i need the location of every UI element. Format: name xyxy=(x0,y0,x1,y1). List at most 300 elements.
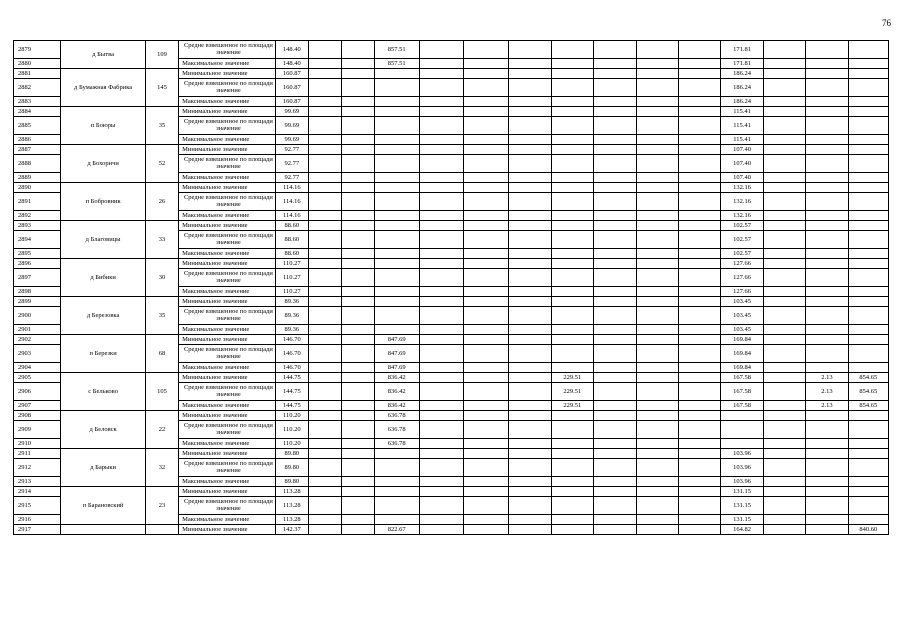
value-cell: 88.60 xyxy=(275,249,308,259)
value-cell xyxy=(636,383,678,401)
value-cell xyxy=(308,459,341,477)
value-cell xyxy=(341,297,374,307)
value-cell xyxy=(806,59,848,69)
value-cell xyxy=(636,211,678,221)
value-cell xyxy=(636,69,678,79)
table-row xyxy=(14,145,889,155)
row-number: 2900 xyxy=(14,307,61,325)
value-cell xyxy=(806,135,848,145)
value-cell xyxy=(308,269,341,287)
value-cell xyxy=(551,525,593,535)
value-cell: 92.77 xyxy=(275,145,308,155)
value-cell xyxy=(509,269,551,287)
value-cell xyxy=(594,297,636,307)
value-cell xyxy=(848,117,888,135)
value-cell xyxy=(594,193,636,211)
value-cell xyxy=(308,373,341,383)
value-cell xyxy=(464,411,509,421)
value-cell xyxy=(806,79,848,97)
value-cell xyxy=(806,173,848,183)
value-cell xyxy=(678,487,720,497)
value-cell xyxy=(464,383,509,401)
value-cell xyxy=(848,173,888,183)
value-cell xyxy=(763,79,805,97)
value-cell xyxy=(848,97,888,107)
value-cell xyxy=(509,97,551,107)
value-cell: 115.41 xyxy=(721,135,763,145)
value-cell xyxy=(594,231,636,249)
value-cell: 110.27 xyxy=(275,287,308,297)
value-cell xyxy=(341,373,374,383)
value-cell xyxy=(806,117,848,135)
value-cell xyxy=(848,307,888,325)
value-cell xyxy=(636,193,678,211)
value-cell: 89.80 xyxy=(275,477,308,487)
value-cell xyxy=(636,497,678,515)
value-cell: 114.16 xyxy=(275,211,308,221)
value-cell xyxy=(341,401,374,411)
value-cell xyxy=(341,59,374,69)
value-cell: 88.60 xyxy=(275,231,308,249)
value-cell: 103.45 xyxy=(721,307,763,325)
value-cell: 99.69 xyxy=(275,135,308,145)
value-cell: 2.13 xyxy=(806,383,848,401)
value-cell xyxy=(509,287,551,297)
value-cell xyxy=(763,449,805,459)
value-cell xyxy=(308,249,341,259)
table-row xyxy=(14,41,889,59)
value-type-label: Средне взвешенное по площади значение xyxy=(179,269,276,287)
value-cell xyxy=(594,79,636,97)
value-cell xyxy=(678,269,720,287)
value-cell: 113.28 xyxy=(275,497,308,515)
value-cell xyxy=(848,287,888,297)
value-cell xyxy=(509,449,551,459)
value-cell xyxy=(341,421,374,439)
value-cell xyxy=(341,249,374,259)
value-cell xyxy=(341,497,374,515)
value-cell xyxy=(464,173,509,183)
value-cell xyxy=(419,515,464,525)
value-cell xyxy=(374,107,419,117)
row-number: 2902 xyxy=(14,335,61,345)
value-cell xyxy=(419,497,464,515)
value-cell: 114.16 xyxy=(275,183,308,193)
value-cell: 169.84 xyxy=(721,335,763,345)
value-cell xyxy=(464,155,509,173)
row-number: 2890 xyxy=(14,183,61,193)
value-type-label: Максимальное значение xyxy=(179,135,276,145)
value-type-label: Средне взвешенное по площади значение xyxy=(179,41,276,59)
value-cell xyxy=(594,449,636,459)
value-type-label: Минимальное значение xyxy=(179,411,276,421)
value-cell xyxy=(594,525,636,535)
value-cell xyxy=(341,183,374,193)
value-cell xyxy=(551,249,593,259)
value-cell xyxy=(763,183,805,193)
value-cell xyxy=(806,69,848,79)
value-cell xyxy=(806,107,848,117)
value-cell xyxy=(636,145,678,155)
value-cell: 99.69 xyxy=(275,117,308,135)
settlement-name: п Боюры xyxy=(61,107,146,145)
value-cell: 854.65 xyxy=(848,383,888,401)
value-cell xyxy=(308,79,341,97)
settlement-count: 52 xyxy=(146,145,179,183)
settlement-name: д Бохоричи xyxy=(61,145,146,183)
value-cell xyxy=(763,59,805,69)
value-cell xyxy=(509,259,551,269)
value-cell xyxy=(509,59,551,69)
value-cell xyxy=(551,259,593,269)
value-cell xyxy=(374,269,419,287)
value-cell: 186.24 xyxy=(721,69,763,79)
value-cell xyxy=(464,97,509,107)
value-cell xyxy=(848,497,888,515)
value-cell xyxy=(678,287,720,297)
value-cell xyxy=(551,107,593,117)
value-cell xyxy=(551,269,593,287)
value-cell xyxy=(464,335,509,345)
value-type-label: Минимальное значение xyxy=(179,335,276,345)
value-cell xyxy=(678,515,720,525)
value-cell xyxy=(509,41,551,59)
value-cell xyxy=(341,97,374,107)
value-cell xyxy=(806,269,848,287)
value-cell xyxy=(419,79,464,97)
value-cell xyxy=(419,249,464,259)
value-cell xyxy=(341,221,374,231)
value-cell xyxy=(636,459,678,477)
value-cell xyxy=(308,401,341,411)
value-cell xyxy=(551,439,593,449)
value-cell xyxy=(763,193,805,211)
row-number: 2896 xyxy=(14,259,61,269)
value-cell xyxy=(308,183,341,193)
value-cell xyxy=(636,183,678,193)
value-cell xyxy=(464,59,509,69)
value-cell xyxy=(594,107,636,117)
value-cell xyxy=(308,173,341,183)
value-cell xyxy=(806,41,848,59)
value-cell xyxy=(308,193,341,211)
value-cell xyxy=(551,117,593,135)
value-cell xyxy=(374,287,419,297)
value-cell xyxy=(636,439,678,449)
value-cell xyxy=(464,221,509,231)
value-cell xyxy=(374,79,419,97)
row-number: 2884 xyxy=(14,107,61,117)
value-type-label: Минимальное значение xyxy=(179,449,276,459)
settlement-count: 23 xyxy=(146,487,179,525)
value-cell xyxy=(551,155,593,173)
value-cell xyxy=(848,107,888,117)
value-cell xyxy=(678,411,720,421)
value-cell xyxy=(806,211,848,221)
value-cell xyxy=(636,363,678,373)
value-cell xyxy=(308,497,341,515)
value-type-label: Минимальное значение xyxy=(179,487,276,497)
value-cell xyxy=(636,155,678,173)
value-cell: 127.66 xyxy=(721,269,763,287)
value-cell xyxy=(678,477,720,487)
value-cell: 107.40 xyxy=(721,155,763,173)
value-cell xyxy=(464,307,509,325)
value-cell xyxy=(341,79,374,97)
value-cell xyxy=(374,135,419,145)
value-cell xyxy=(806,97,848,107)
value-cell xyxy=(341,345,374,363)
value-cell xyxy=(594,221,636,231)
row-number: 2903 xyxy=(14,345,61,363)
value-cell xyxy=(551,135,593,145)
value-cell xyxy=(763,221,805,231)
value-cell xyxy=(374,515,419,525)
value-cell xyxy=(551,411,593,421)
row-number: 2885 xyxy=(14,117,61,135)
value-cell xyxy=(806,459,848,477)
value-cell xyxy=(419,487,464,497)
value-cell: 131.15 xyxy=(721,487,763,497)
value-cell xyxy=(678,401,720,411)
value-cell xyxy=(464,183,509,193)
value-type-label: Средне взвешенное по площади значение xyxy=(179,231,276,249)
value-cell xyxy=(848,439,888,449)
value-cell xyxy=(308,155,341,173)
value-cell: 169.84 xyxy=(721,363,763,373)
value-cell xyxy=(848,459,888,477)
value-cell xyxy=(848,155,888,173)
value-cell: 171.81 xyxy=(721,41,763,59)
value-cell xyxy=(636,525,678,535)
value-cell xyxy=(848,69,888,79)
value-cell xyxy=(594,383,636,401)
value-cell xyxy=(763,249,805,259)
value-cell xyxy=(551,79,593,97)
value-cell: 144.75 xyxy=(275,373,308,383)
value-cell xyxy=(509,221,551,231)
value-cell: 836.42 xyxy=(374,373,419,383)
value-cell xyxy=(806,487,848,497)
table-row xyxy=(14,221,889,231)
value-cell xyxy=(551,145,593,155)
value-cell xyxy=(341,193,374,211)
value-cell: 167.58 xyxy=(721,401,763,411)
value-cell xyxy=(464,69,509,79)
value-cell xyxy=(308,363,341,373)
value-cell xyxy=(509,515,551,525)
table-body xyxy=(14,41,889,535)
value-cell xyxy=(341,477,374,487)
value-cell xyxy=(341,287,374,297)
value-cell xyxy=(636,41,678,59)
value-cell xyxy=(509,211,551,221)
settlement-count: 26 xyxy=(146,183,179,221)
value-cell xyxy=(763,135,805,145)
value-cell: 148.40 xyxy=(275,41,308,59)
value-type-label: Минимальное значение xyxy=(179,69,276,79)
value-cell xyxy=(678,249,720,259)
value-cell xyxy=(763,297,805,307)
value-cell: 160.87 xyxy=(275,97,308,107)
value-cell xyxy=(509,477,551,487)
value-cell: 114.16 xyxy=(275,193,308,211)
value-cell xyxy=(509,155,551,173)
value-cell xyxy=(763,439,805,449)
value-cell xyxy=(551,69,593,79)
value-type-label: Максимальное значение xyxy=(179,515,276,525)
value-cell xyxy=(464,439,509,449)
value-cell xyxy=(763,373,805,383)
value-cell: 146.70 xyxy=(275,345,308,363)
value-cell xyxy=(594,477,636,487)
value-cell xyxy=(636,135,678,145)
value-cell xyxy=(419,335,464,345)
value-cell xyxy=(763,421,805,439)
value-cell xyxy=(763,401,805,411)
value-cell: 836.42 xyxy=(374,401,419,411)
value-cell xyxy=(509,307,551,325)
table-row xyxy=(14,487,889,497)
value-cell xyxy=(341,135,374,145)
value-cell xyxy=(551,173,593,183)
row-number: 2899 xyxy=(14,297,61,307)
value-cell xyxy=(509,439,551,449)
value-cell xyxy=(308,211,341,221)
value-cell xyxy=(678,231,720,249)
value-cell xyxy=(464,363,509,373)
value-cell xyxy=(848,363,888,373)
value-cell xyxy=(848,477,888,487)
value-cell xyxy=(374,173,419,183)
value-cell: 169.84 xyxy=(721,345,763,363)
value-cell xyxy=(763,335,805,345)
value-cell xyxy=(763,173,805,183)
value-cell xyxy=(464,325,509,335)
value-cell xyxy=(678,69,720,79)
value-cell xyxy=(806,145,848,155)
value-cell xyxy=(678,173,720,183)
value-cell xyxy=(678,117,720,135)
value-cell: 822.67 xyxy=(374,525,419,535)
value-cell: 89.36 xyxy=(275,307,308,325)
value-cell: 164.82 xyxy=(721,525,763,535)
value-cell xyxy=(763,515,805,525)
value-cell xyxy=(419,287,464,297)
row-number: 2912 xyxy=(14,459,61,477)
value-cell xyxy=(464,459,509,477)
value-cell xyxy=(341,335,374,345)
value-cell xyxy=(551,193,593,211)
row-number: 2908 xyxy=(14,411,61,421)
value-cell xyxy=(848,59,888,69)
value-cell xyxy=(464,79,509,97)
value-cell xyxy=(551,97,593,107)
value-cell xyxy=(594,325,636,335)
value-cell xyxy=(763,259,805,269)
table-row xyxy=(14,183,889,193)
value-cell xyxy=(806,231,848,249)
value-cell xyxy=(509,487,551,497)
row-number: 2898 xyxy=(14,287,61,297)
value-cell xyxy=(419,459,464,477)
value-cell xyxy=(848,335,888,345)
value-cell xyxy=(763,107,805,117)
settlement-count: 109 xyxy=(146,41,179,69)
value-cell xyxy=(594,155,636,173)
value-type-label: Минимальное значение xyxy=(179,259,276,269)
value-cell xyxy=(848,421,888,439)
value-cell xyxy=(419,401,464,411)
value-type-label: Максимальное значение xyxy=(179,211,276,221)
value-cell xyxy=(464,249,509,259)
value-cell xyxy=(308,515,341,525)
value-cell xyxy=(308,335,341,345)
value-cell xyxy=(763,211,805,221)
value-cell xyxy=(464,401,509,411)
settlement-count: 32 xyxy=(146,449,179,487)
value-cell: 167.58 xyxy=(721,383,763,401)
value-cell xyxy=(678,41,720,59)
value-cell xyxy=(551,421,593,439)
value-cell xyxy=(721,421,763,439)
value-cell: 132.16 xyxy=(721,211,763,221)
value-cell xyxy=(509,383,551,401)
value-cell xyxy=(763,231,805,249)
value-cell xyxy=(636,401,678,411)
value-cell: 110.27 xyxy=(275,269,308,287)
value-cell xyxy=(341,155,374,173)
value-cell xyxy=(419,269,464,287)
value-type-label: Средне взвешенное по площади значение xyxy=(179,193,276,211)
value-type-label: Минимальное значение xyxy=(179,525,276,535)
value-cell xyxy=(594,135,636,145)
value-cell xyxy=(419,211,464,221)
value-cell xyxy=(636,335,678,345)
value-cell xyxy=(848,231,888,249)
value-cell xyxy=(341,363,374,373)
settlement-name xyxy=(61,525,146,535)
value-cell xyxy=(636,287,678,297)
value-cell: 229.51 xyxy=(551,373,593,383)
value-cell xyxy=(341,107,374,117)
value-cell xyxy=(341,69,374,79)
row-number: 2883 xyxy=(14,97,61,107)
row-number: 2905 xyxy=(14,373,61,383)
value-cell xyxy=(509,401,551,411)
value-cell xyxy=(594,459,636,477)
value-cell xyxy=(509,107,551,117)
settlement-name: п Барановский xyxy=(61,487,146,525)
value-cell: 103.96 xyxy=(721,459,763,477)
value-cell: 103.45 xyxy=(721,325,763,335)
row-number: 2909 xyxy=(14,421,61,439)
value-cell xyxy=(419,97,464,107)
value-cell xyxy=(763,117,805,135)
value-cell xyxy=(551,325,593,335)
value-cell xyxy=(509,421,551,439)
value-cell: 144.75 xyxy=(275,401,308,411)
table-row xyxy=(14,259,889,269)
row-number: 2910 xyxy=(14,439,61,449)
value-cell xyxy=(594,487,636,497)
value-cell xyxy=(678,497,720,515)
value-cell xyxy=(509,411,551,421)
value-type-label: Максимальное значение xyxy=(179,363,276,373)
value-cell xyxy=(341,411,374,421)
value-cell xyxy=(308,59,341,69)
value-cell xyxy=(848,515,888,525)
